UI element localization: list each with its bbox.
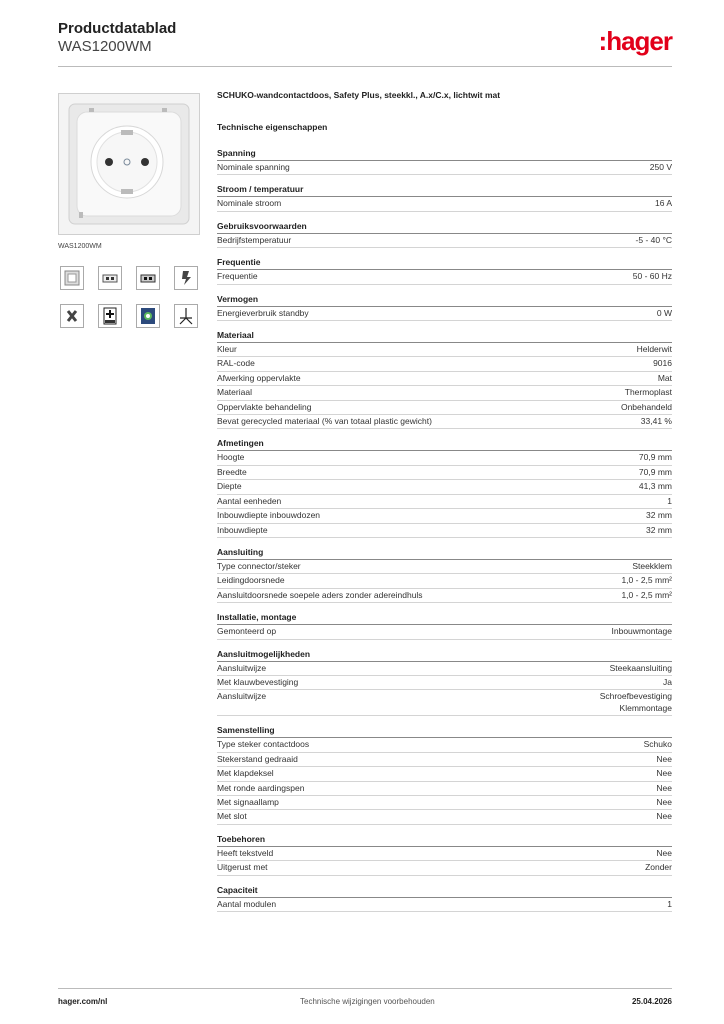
spec-label: Gemonteerd op: [217, 626, 277, 637]
spec-value: Thermoplast: [624, 387, 672, 398]
spec-label: Bevat gerecycled materiaal (% van totaal plastic gewicht): [217, 416, 432, 427]
spec-row: [217, 574, 672, 588]
footer-website: hager.com/nl: [58, 997, 108, 1006]
spec-label: RAL-code: [217, 358, 255, 369]
spec-label: Kleur: [217, 344, 237, 355]
spec-row: [217, 270, 672, 284]
spec-group: [217, 294, 672, 321]
spec-group-title: Samenstelling: [217, 725, 672, 738]
spec-row: [217, 234, 672, 248]
spec-label: Oppervlakte behandeling: [217, 401, 312, 412]
spec-row: [217, 782, 672, 796]
spec-label: Uitgerust met: [217, 862, 268, 873]
spec-group-title: Installatie, montage: [217, 612, 672, 625]
spec-value: Schuko: [643, 739, 672, 750]
spec-value: 1: [667, 495, 672, 506]
spec-row: [217, 451, 672, 465]
spec-group: [217, 612, 672, 639]
document-title: Productdatablad: [58, 20, 177, 37]
spec-value: Nee: [656, 753, 672, 764]
socket-icon: [98, 266, 122, 290]
spec-value: Ja: [663, 676, 672, 687]
spec-group-title: Vermogen: [217, 294, 672, 307]
spec-group: [217, 438, 672, 537]
spec-value: Nee: [656, 782, 672, 793]
spec-row: [217, 161, 672, 175]
spec-value: 1: [667, 898, 672, 909]
spec-label: Aansluitwijze: [217, 662, 267, 673]
earth-symbol-icon: [174, 304, 198, 328]
spec-value: Helderwit: [636, 344, 672, 355]
spec-label: Materiaal: [217, 387, 252, 398]
spec-value: Steekklem: [632, 560, 672, 571]
spec-group: [217, 257, 672, 284]
spec-value: Zonder: [645, 862, 672, 873]
spec-label: Frequentie: [217, 271, 258, 282]
spec-value: Inbouwmontage: [611, 626, 672, 637]
spec-label: Hoogte: [217, 452, 245, 463]
spec-value: 50 - 60 Hz: [632, 271, 672, 282]
spec-value: Schroefbevestiging Klemmontage: [599, 691, 672, 713]
spec-label: Met signaallamp: [217, 796, 279, 807]
cable-icon: [60, 304, 84, 328]
section-title: Technische eigenschappen: [217, 122, 328, 132]
spec-value: 250 V: [649, 162, 672, 172]
spec-label: Aansluitdoorsnede soepele aders zonder adereindhuls: [217, 589, 423, 600]
spec-value: Nee: [656, 768, 672, 779]
spec-row: [217, 753, 672, 767]
footer-divider: [58, 988, 672, 989]
schuko-plus-icon: [98, 304, 122, 328]
spec-value: -5 - 40 °C: [635, 234, 672, 245]
spec-label: Nominale spanning: [217, 162, 290, 172]
spec-row: [217, 357, 672, 371]
spec-value: 32 mm: [646, 524, 672, 535]
spec-row: [217, 524, 672, 538]
spec-group-title: Aansluitmogelijkheden: [217, 649, 672, 662]
connector-icon: [174, 266, 198, 290]
spec-row: [217, 861, 672, 875]
spec-row: [217, 401, 672, 415]
spec-row: [217, 307, 672, 321]
spec-value: 41,3 mm: [638, 481, 672, 492]
footer-date: 25.04.2026: [631, 997, 672, 1006]
spec-value: Onbehandeld: [620, 401, 672, 412]
spec-group: [217, 649, 672, 717]
spec-row: [217, 898, 672, 912]
footer-note: Technische wijzigingen voorbehouden: [300, 997, 435, 1006]
spec-group: [217, 330, 672, 429]
spec-row: [217, 495, 672, 509]
spec-label: Type connector/steker: [217, 560, 301, 571]
product-image: [58, 93, 200, 235]
spec-value: 70,9 mm: [638, 466, 672, 477]
spec-label: Aansluitwijze: [217, 691, 267, 702]
spec-label: Met slot: [217, 811, 247, 822]
product-code: WAS1200WM: [58, 38, 152, 55]
spec-row: [217, 197, 672, 211]
spec-value: Nee: [656, 796, 672, 807]
spec-group: [217, 148, 672, 175]
spec-label: Afwerking oppervlakte: [217, 372, 301, 383]
spec-row: [217, 690, 672, 716]
spec-label: Leidingdoorsnede: [217, 575, 285, 586]
spec-label: Energieverbruik standby: [217, 307, 309, 318]
spec-label: Heeft tekstveld: [217, 847, 274, 858]
header: [58, 20, 176, 56]
spec-row: [217, 343, 672, 357]
spec-label: Met klapdeksel: [217, 768, 274, 779]
product-description: SCHUKO-wandcontactdoos, Safety Plus, steekkl., A.x/C.x, lichtwit mat: [217, 90, 501, 100]
spec-value: 16 A: [654, 198, 672, 209]
spec-group-title: Toebehoren: [217, 834, 672, 847]
spec-label: Aantal eenheden: [217, 495, 282, 506]
spec-group-title: Stroom / temperatuur: [217, 184, 672, 197]
spec-group: [217, 885, 672, 912]
spec-value: Nee: [656, 847, 672, 858]
spec-value: 1,0 - 2,5 mm²: [621, 589, 672, 600]
spec-group-title: Capaciteit: [217, 885, 672, 898]
spec-label: Stekerstand gedraaid: [217, 753, 298, 764]
spec-label: Met ronde aardingspen: [217, 782, 305, 793]
spec-row: [217, 847, 672, 861]
spec-label: Met klauwbevestiging: [217, 676, 299, 687]
spec-label: Diepte: [217, 481, 242, 492]
header-divider: [58, 66, 672, 67]
spec-label: Inbouwdiepte inbouwdozen: [217, 510, 321, 521]
spec-group: [217, 221, 672, 248]
spec-value: Mat: [657, 372, 672, 383]
spec-label: Breedte: [217, 466, 247, 477]
spec-value: 70,9 mm: [638, 452, 672, 463]
spec-label: Aantal modulen: [217, 898, 277, 909]
spec-label: Nominale stroom: [217, 198, 282, 209]
spec-row: [217, 589, 672, 603]
spec-label: Inbouwdiepte: [217, 524, 268, 535]
spec-value: 0 W: [656, 307, 672, 318]
spec-group-title: Gebruiksvoorwaarden: [217, 221, 672, 234]
plate-icon: [60, 266, 84, 290]
spec-row: [217, 480, 672, 494]
spec-row: [217, 676, 672, 690]
spec-row: [217, 767, 672, 781]
spec-row: [217, 372, 672, 386]
spec-group: [217, 184, 672, 211]
spec-group: [217, 547, 672, 603]
spec-row: [217, 386, 672, 400]
spec-row: [217, 662, 672, 676]
spec-group-title: Spanning: [217, 148, 672, 161]
spec-group-title: Frequentie: [217, 257, 672, 270]
spec-group-title: Afmetingen: [217, 438, 672, 451]
spec-group: [217, 834, 672, 876]
spec-groups: [217, 148, 672, 912]
hager-logo: :hager: [598, 26, 672, 56]
spec-value: 33,41 %: [640, 416, 672, 427]
spec-value: 9016: [653, 358, 672, 369]
socket-dark-icon: [136, 266, 160, 290]
spec-row: [217, 810, 672, 824]
spec-row: [217, 796, 672, 810]
recycle-icon: [136, 304, 160, 328]
spec-row: [217, 560, 672, 574]
spec-row: [217, 738, 672, 752]
spec-value: 1,0 - 2,5 mm²: [621, 575, 672, 586]
spec-row: [217, 415, 672, 429]
spec-value: Steekaansluiting: [609, 662, 672, 673]
spec-row: [217, 466, 672, 480]
spec-group-title: Materiaal: [217, 330, 672, 343]
spec-row: [217, 509, 672, 523]
spec-value: 32 mm: [646, 510, 672, 521]
spec-group-title: Aansluiting: [217, 547, 672, 560]
spec-label: Bedrijfstemperatuur: [217, 234, 292, 245]
spec-label: Type steker contactdoos: [217, 739, 310, 750]
image-caption: WAS1200WM: [58, 243, 102, 250]
specifications: [217, 90, 672, 921]
spec-row: [217, 625, 672, 639]
spec-value: Nee: [656, 811, 672, 822]
spec-group: [217, 725, 672, 824]
